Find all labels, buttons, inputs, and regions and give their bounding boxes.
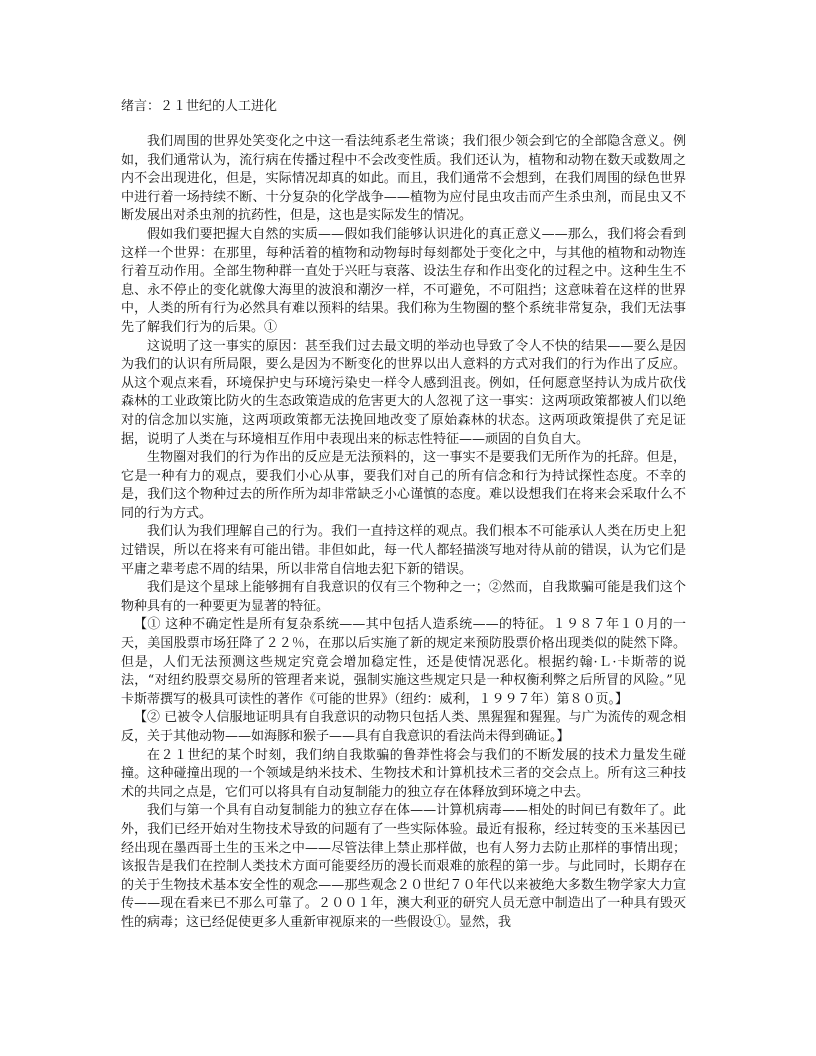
paragraph: 我们是这个星球上能够拥有自我意识的仅有三个物种之一；②然而，自我欺骗可能是我们这个物种具有的一种要更为显著的特征。 [121, 580, 686, 614]
footnote-1: 【① 这种不确定性是所有复杂系统——其中包括人造系统——的特征。１９８７年１０月的一天，美国股票市场狂降了２２％，在那以后实施了新的规定来预防股票价格出现类似的陡然下降。但是，人们无法预测这些规定究竟会增加稳定性，还是使情况恶化。根据约翰·Ｌ·卡斯蒂的说法，“对纽约股票交易所的管理者来说，强制实施这些规定只是一种权衡利弊之后所冒的风险。”见卡斯蒂撰写的极具可读性的著作《可能的世界》（纽约：威利，１９９７年）第８０页。】 [121, 617, 686, 707]
chapter-title: 绪言：２１世纪的人工进化 [121, 99, 278, 114]
footnote-2: 【② 已被令人信服地证明具有自我意识的动物只包括人类、黑猩猩和猩猩。与广为流传的观念相反，关于其他动物——如海豚和猴子——具有自我意识的看法尚未得到确证。】 [121, 710, 686, 744]
paragraph: 我们认为我们理解自己的行为。我们一直持这样的观点。我们根本不可能承认人类在历史上犯过错误，所以在将来有可能出错。非但如此，每一代人都轻描淡写地对待从前的错误，认为它们是平庸之辈考虑不周的结果，所以非常自信地去犯下新的错误。 [121, 524, 686, 577]
paragraph: 生物圈对我们的行为作出的反应是无法预料的，这一事实不是要我们无所作为的托辞。但是，它是一种有力的观点，要我们小心从事，要我们对自己的所有信念和行为持试探性态度。不幸的是，我们这个物种过去的所作所为却非常缺乏小心谨慎的态度。难以设想我们在将来会采取什么不同的行为方式。 [121, 450, 686, 521]
paragraph: 这说明了这一事实的原因：甚至我们过去最文明的举动也导致了令人不快的结果——要么是因为我们的认识有所局限，要么是因为不断变化的世界以出人意料的方式对我们的行为作出了反应。从这个观点来看，环境保护史与环境污染史一样令人感到沮丧。例如，任何愿意坚持认为成片砍伐森林的工业政策比防火的生态政策造成的危害更大的人忽视了这一事实：这两项政策都被人们以绝对的信念加以实施，这两项政策都无法挽回地改变了原始森林的状态。这两项政策提供了充足证据，说明了人类在与环境相互作用中表现出来的标志性特征——顽固的自负自大。 [121, 338, 686, 447]
paragraph: 假如我们要把握大自然的实质——假如我们能够认识进化的真正意义——那么，我们将会看到这样一个世界：在那里，每种活着的植物和动物每时每刻都处于变化之中，与其他的植物和动物连行着互动作用。全部生物种群一直处于兴旺与衰落、设法生存和作出变化的过程之中。这种生生不息、永不停止的变化就像大海里的波浪和潮汐一样，不可避免，不可阻挡；这意味着在这样的世界中，人类的所有行为必然具有难以预料的结果。我们称为生物圈的整个系统非常复杂，我们无法事先了解我们行为的后果。① [121, 226, 686, 335]
paragraph: 我们与第一个具有自动复制能力的独立存在体——计算机病毒——相处的时间已有数年了。此外，我们已经开始对生物技术导致的问题有了一些实际体验。最近有报称，经过转变的玉米基因已经出现在墨西哥土生的玉米之中——尽管法律上禁止那样做，也有人努力去防止那样的事情出现；该报告是我们在控制人类技术方面可能要经历的漫长而艰难的旅程的第一步。与此同时，长期存在的关于生物技术基本安全性的观念——那些观念２０世纪７０年代以来被绝大多数生物学家大力宣传——现在看来已不那么可靠了。２００１年，澳大利亚的研究人员无意中制造出了一种具有毁灭性的病毒；这已经促使更多人重新审视原来的一些假设①。显然，我 [121, 803, 686, 930]
body-text [121, 133, 686, 933]
paragraph: 我们周围的世界处笑变化之中这一看法纯系老生常谈；我们很少领会到它的全部隐含意义。例如，我们通常认为，流行病在传播过程中不会改变性质。我们还认为，植物和动物在数天或数周之内不会出现进化，但是，实际情况却真的如此。而且，我们通常不会想到，在我们周围的绿色世界中进行着一场持续不断、十分复杂的化学战争——植物为应付昆虫攻击而产生杀虫剂，而昆虫又不断发展出对杀虫剂的抗药性，但是，这也是实际发生的情况。 [121, 134, 686, 224]
paragraph: 在２１世纪的某个时刻，我们纳自我欺骗的鲁莽性将会与我们的不断发展的技术力量发生碰撞。这种碰撞出现的一个领域是纳米技术、生物技术和计算机技术三者的交会点上。所有这三种技术的共同之点是，它们可以将具有自动复制能力的独立存在体释放到环境之中去。 [121, 747, 686, 800]
